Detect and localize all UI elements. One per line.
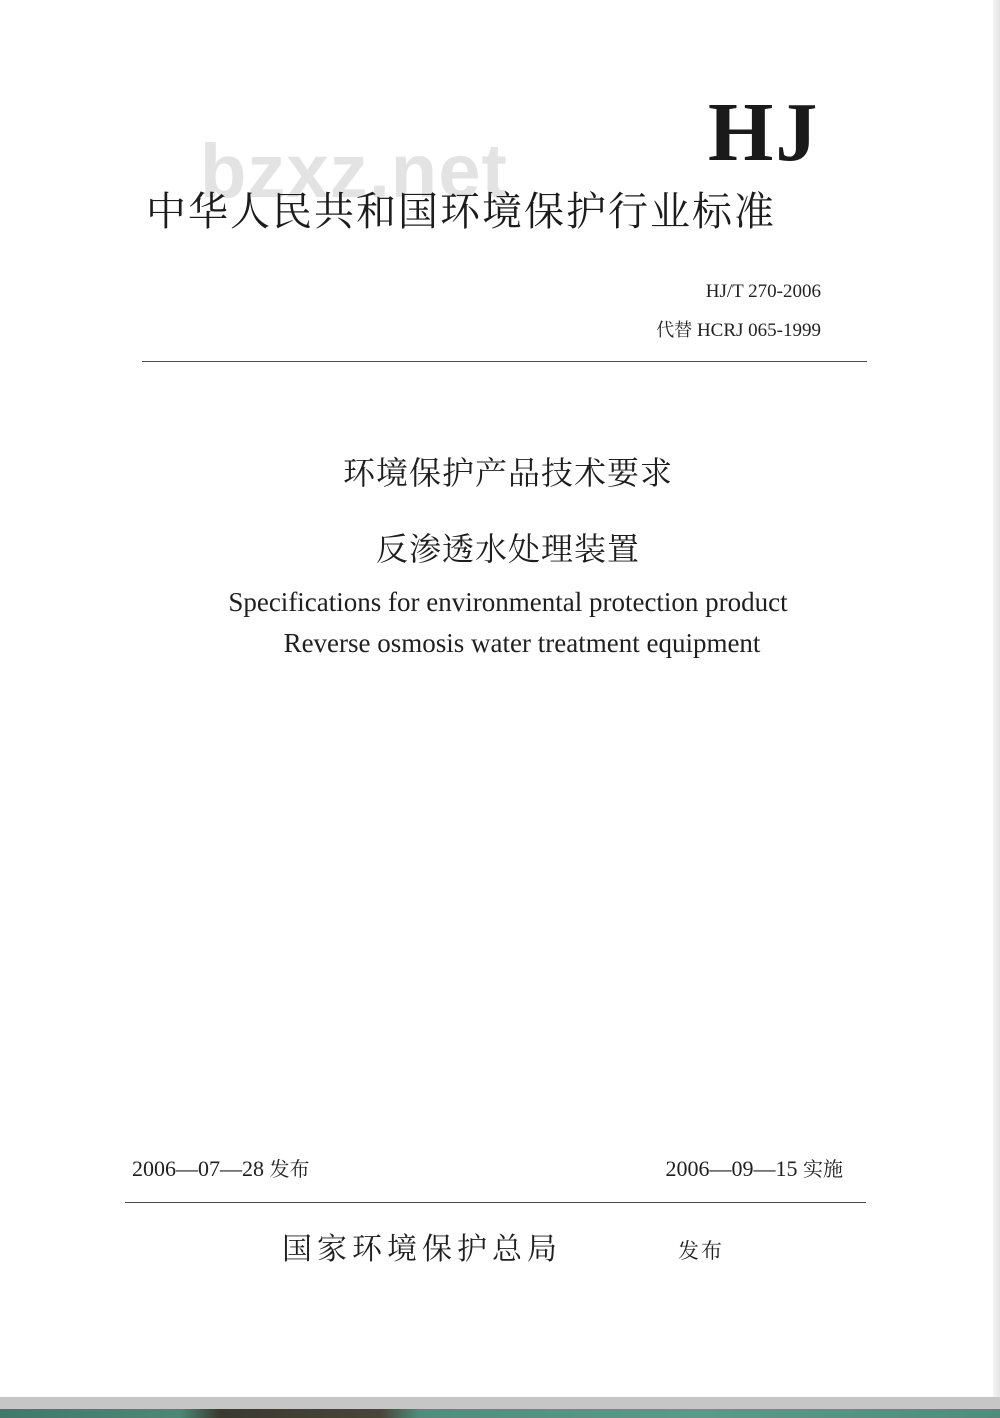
replaces-standard: [656, 319, 821, 343]
publisher: 国家环境保护总局: [282, 1232, 562, 1267]
replaces-label: 代替: [656, 320, 693, 341]
divider-top: [142, 361, 867, 362]
replaces-number: HCRJ 065-1999: [696, 320, 821, 341]
watermark: bzxz.net: [200, 129, 508, 214]
implementation-date-value: 2006—09—15: [665, 1156, 798, 1181]
title-en-line1: Specifications for environmental protection product: [228, 587, 788, 617]
publisher-label: 发布: [678, 1239, 724, 1263]
title-cn-line2: 反渗透水处理装置: [375, 530, 640, 568]
title-en-line2: Reverse osmosis water treatment equipment: [283, 628, 761, 658]
hj-logo: HJ: [708, 86, 820, 179]
standard-number: HJ/T 270-2006: [705, 281, 821, 302]
implementation-label: 实施: [803, 1157, 843, 1181]
page-bottom-border: [0, 1397, 1000, 1409]
issue-label: 发布: [269, 1157, 310, 1181]
issue-date-value: 2006—07—28: [132, 1156, 264, 1181]
implementation-date: [666, 1155, 844, 1183]
background-image-strip: [0, 1409, 1000, 1418]
title-cn-line1: 环境保护产品技术要求: [342, 454, 673, 492]
organization-title: 中华人民共和国环境保护行业标准: [146, 189, 776, 235]
issue-date: [132, 1155, 310, 1183]
page-edge-shadow: [993, 0, 1000, 1398]
divider-bottom: [125, 1202, 866, 1203]
